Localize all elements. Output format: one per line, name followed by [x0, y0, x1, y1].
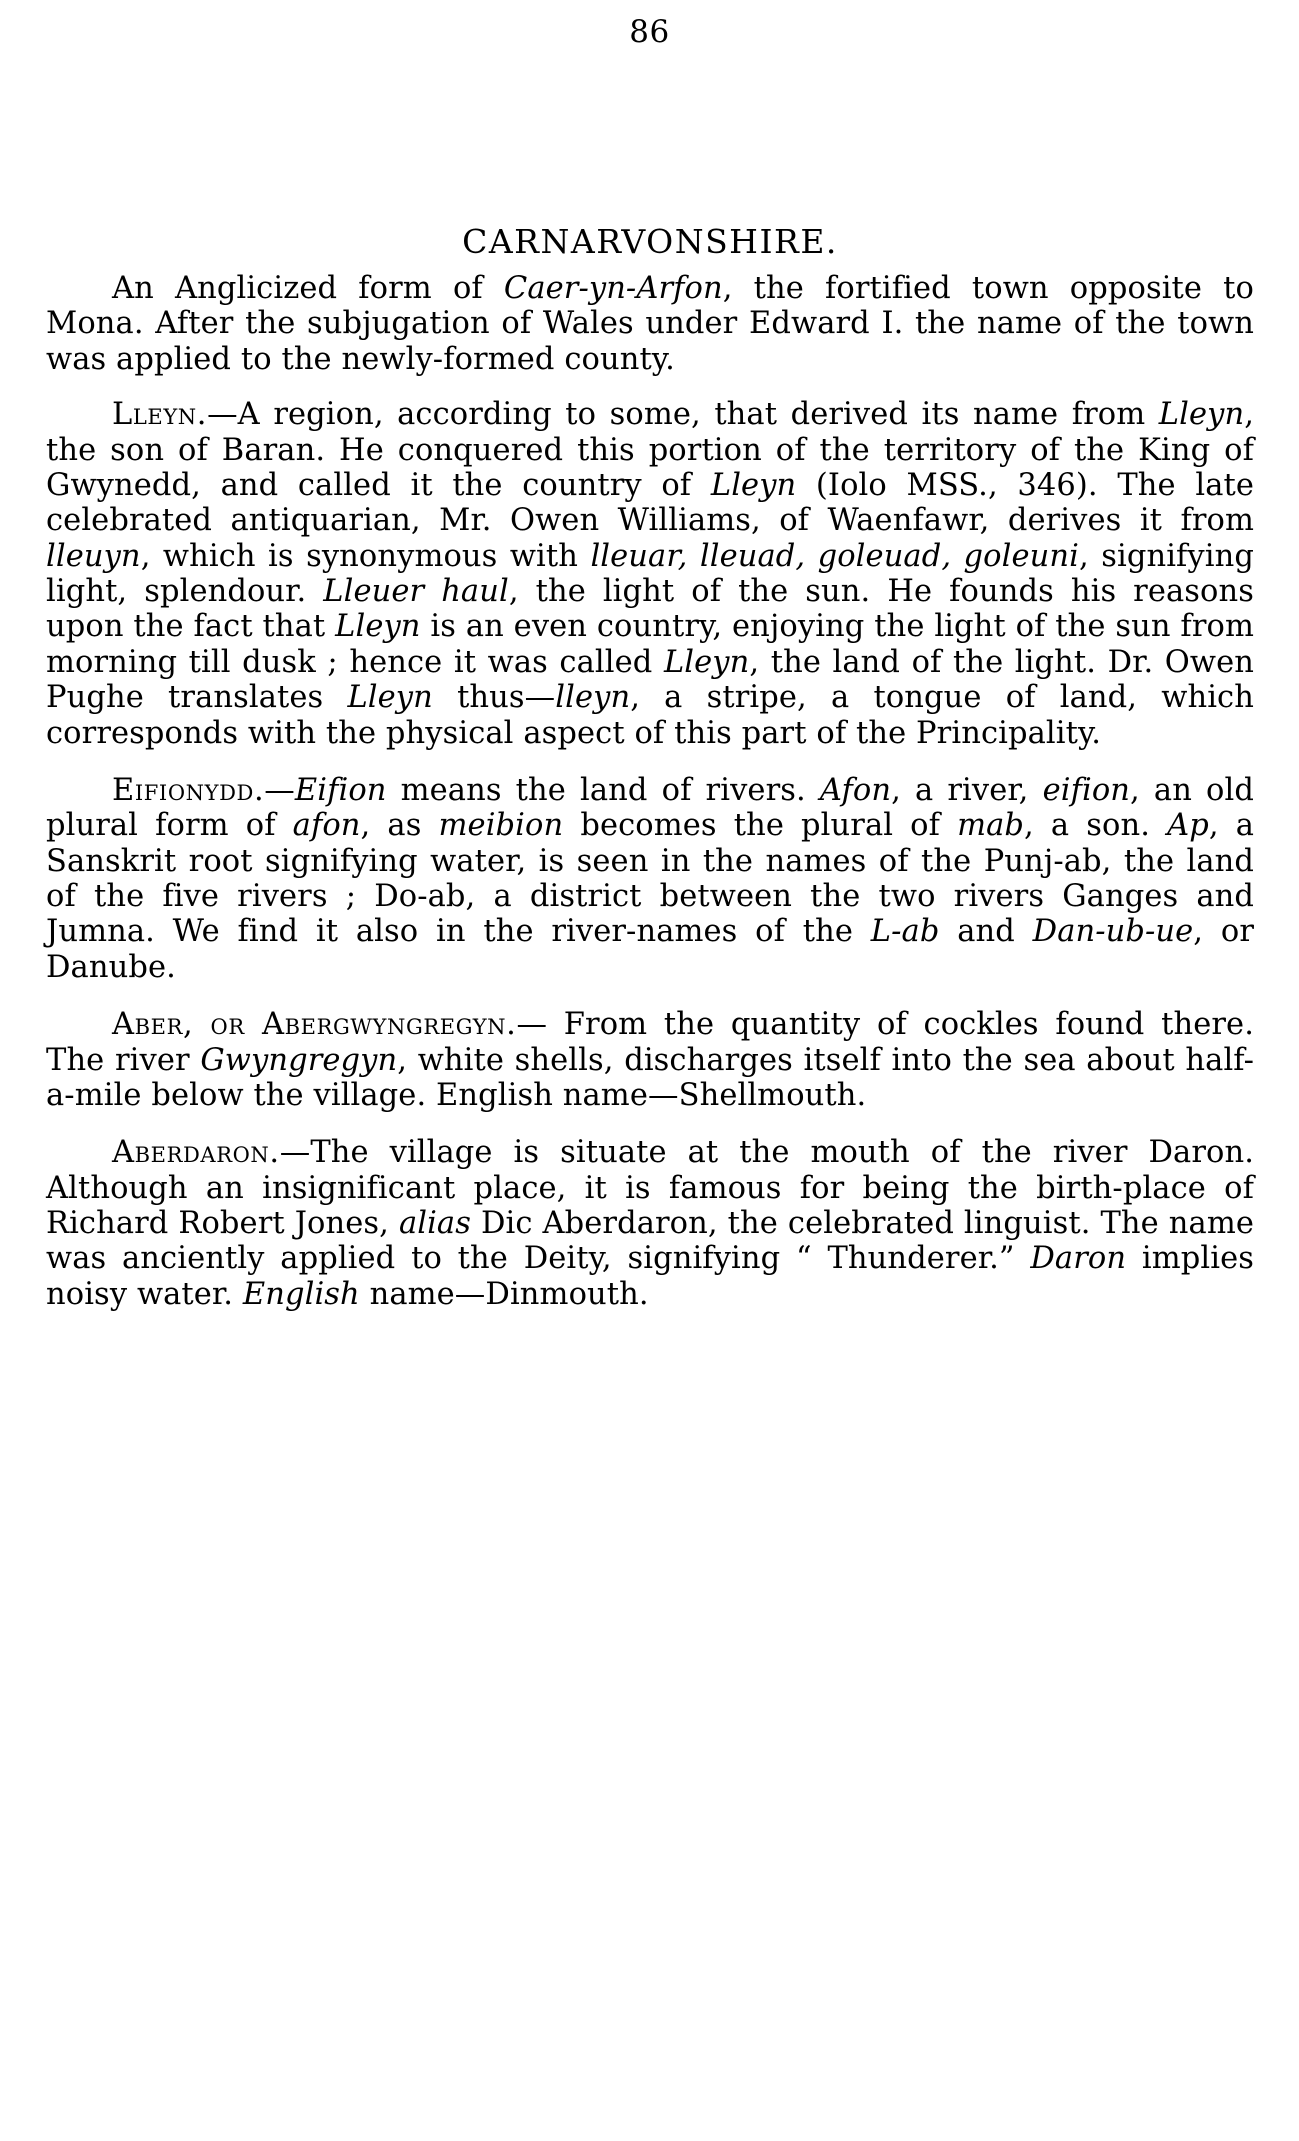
- entry-body-12: is an even country, enjoying the light of the sun from morning till dusk ; hence it was called: [46, 609, 1254, 680]
- intro-term: Caer-yn-Arfon: [503, 271, 723, 306]
- entry-body-15: and: [939, 914, 1033, 950]
- entry-body-6: , which is synonymous with: [140, 538, 591, 574]
- entry-body-0: A region, according to some, that derived its name from: [237, 397, 1159, 433]
- entry-body-0: From the quantity of cockles found there. The river: [46, 1007, 1254, 1078]
- intro-text-2: , the fortified town opposite to Mona. After the subjugation of Wales under Edward I. the name of the town was applied to the newly-formed county.: [46, 271, 1254, 377]
- entry-body-3: Lleyn: [710, 467, 797, 503]
- entry-body-17: lleyn: [555, 680, 631, 716]
- entry-body-7: , as: [360, 808, 439, 844]
- page-number: 86: [629, 14, 670, 50]
- entry-body-8: , signifying light, splendour.: [46, 538, 1254, 609]
- entry-body-5: English: [242, 1276, 360, 1312]
- entry-body-5: lleuyn: [46, 538, 141, 574]
- entry-body-14: L-ab: [870, 914, 940, 950]
- entry-lleyn: [46, 397, 1254, 751]
- entry-body-1: Gwyngregyn: [200, 1042, 398, 1078]
- entry-body-3: , a river,: [891, 772, 1043, 808]
- entry-body-12: Ap: [1167, 808, 1209, 844]
- entry-body-17: , or Danube.: [46, 914, 1254, 985]
- entry-body-10: , the light of the sun. He founds his reasons upon the fact that: [46, 574, 1254, 645]
- entry-body-4: (Iolo MSS., 346). The late celebrated antiquarian, Mr. Owen Williams, of Waenfawr, derives it from: [46, 467, 1254, 539]
- entry-headword: Aber, or Abergwyngregyn.: [112, 1007, 517, 1043]
- entry-body-1: Lleyn: [1158, 397, 1245, 433]
- entry-body-16: thus—: [432, 680, 556, 716]
- entry-headword: Eifionydd.: [112, 772, 265, 808]
- entry-body-2: , white shells, discharges itself into the sea about half-a-mile below the village. English name—Shellmouth.: [46, 1042, 1255, 1113]
- entry-body-11: , a son.: [1024, 808, 1168, 844]
- entry-body-7: lleuar, lleuad, goleuad, goleuni: [590, 538, 1079, 574]
- page-title: CARNARVONSHIRE.: [462, 222, 838, 261]
- entry-body-13: , a Sanskrit root signifying water, is seen in the names of the Punj-ab, the land of the five rivers ; Do-ab, a district between the two rivers Ganges and Jumna. We find it also in the river-names of the: [46, 808, 1254, 950]
- entry-body-3: Daron: [1030, 1241, 1127, 1277]
- entry-body-4: eifion: [1042, 772, 1131, 808]
- entry-body-13: Lleyn: [663, 644, 750, 680]
- entry-headword: Lleyn.: [112, 397, 208, 433]
- entry-dash: —: [264, 772, 295, 808]
- entry-body-5: , an old plural form of: [46, 772, 1254, 844]
- entry-body-6: afon: [292, 808, 361, 844]
- paragraph-intro: [46, 271, 1254, 377]
- entry-body-2: , the son of Baran. He conquered this portion of the territory of the King of Gwynedd, and called it the country of: [46, 397, 1254, 503]
- entry-dash: —: [516, 1007, 548, 1043]
- entry-dash: —: [279, 1135, 311, 1171]
- entry-body-1: means the land of rivers.: [386, 772, 820, 808]
- entry-body-15: Lleyn: [347, 680, 433, 716]
- entry-body-14: , the land of the light. Dr. Owen Pughe translates: [46, 644, 1255, 716]
- entry-body-16: Dan-ub-ue: [1032, 914, 1194, 950]
- entry-body-0: The village is situate at the mouth of the river Daron. Although an insignificant place, it is famous for being the birth-place of Richard Robert Jones,: [46, 1135, 1254, 1241]
- entry-body-18: , a stripe, a tongue of land, which corresponds with the physical aspect of this part of the Principality.: [46, 680, 1254, 751]
- entry-body-8: meibion: [438, 808, 564, 844]
- entry-body-0: Eifion: [294, 772, 387, 808]
- page-content: [46, 222, 1254, 1334]
- entry-body-9: Lleuer haul: [323, 574, 509, 609]
- entry-body-10: mab: [957, 808, 1025, 844]
- entry-body-6: name—Dinmouth.: [359, 1276, 649, 1312]
- entry-aberdaron: [46, 1135, 1254, 1312]
- entry-dash: —: [207, 397, 238, 433]
- entry-body-2: Afon: [819, 772, 892, 808]
- entry-body-4: implies noisy water.: [46, 1241, 1254, 1312]
- entry-body-11: Lleyn: [335, 609, 421, 645]
- entry-aber: [46, 1007, 1254, 1113]
- intro-text-1: An Anglicized form of: [112, 271, 504, 306]
- entry-body-1: alias: [398, 1206, 471, 1241]
- entry-body-2: Dic Aberdaron, the celebrated linguist. The name was anciently applied to the Deity, signifying “ Thunderer.”: [46, 1206, 1254, 1277]
- entry-eifionydd: [46, 773, 1254, 985]
- entry-headword: Aberdaron.: [112, 1135, 280, 1171]
- entry-body-9: becomes the plural of: [563, 808, 958, 844]
